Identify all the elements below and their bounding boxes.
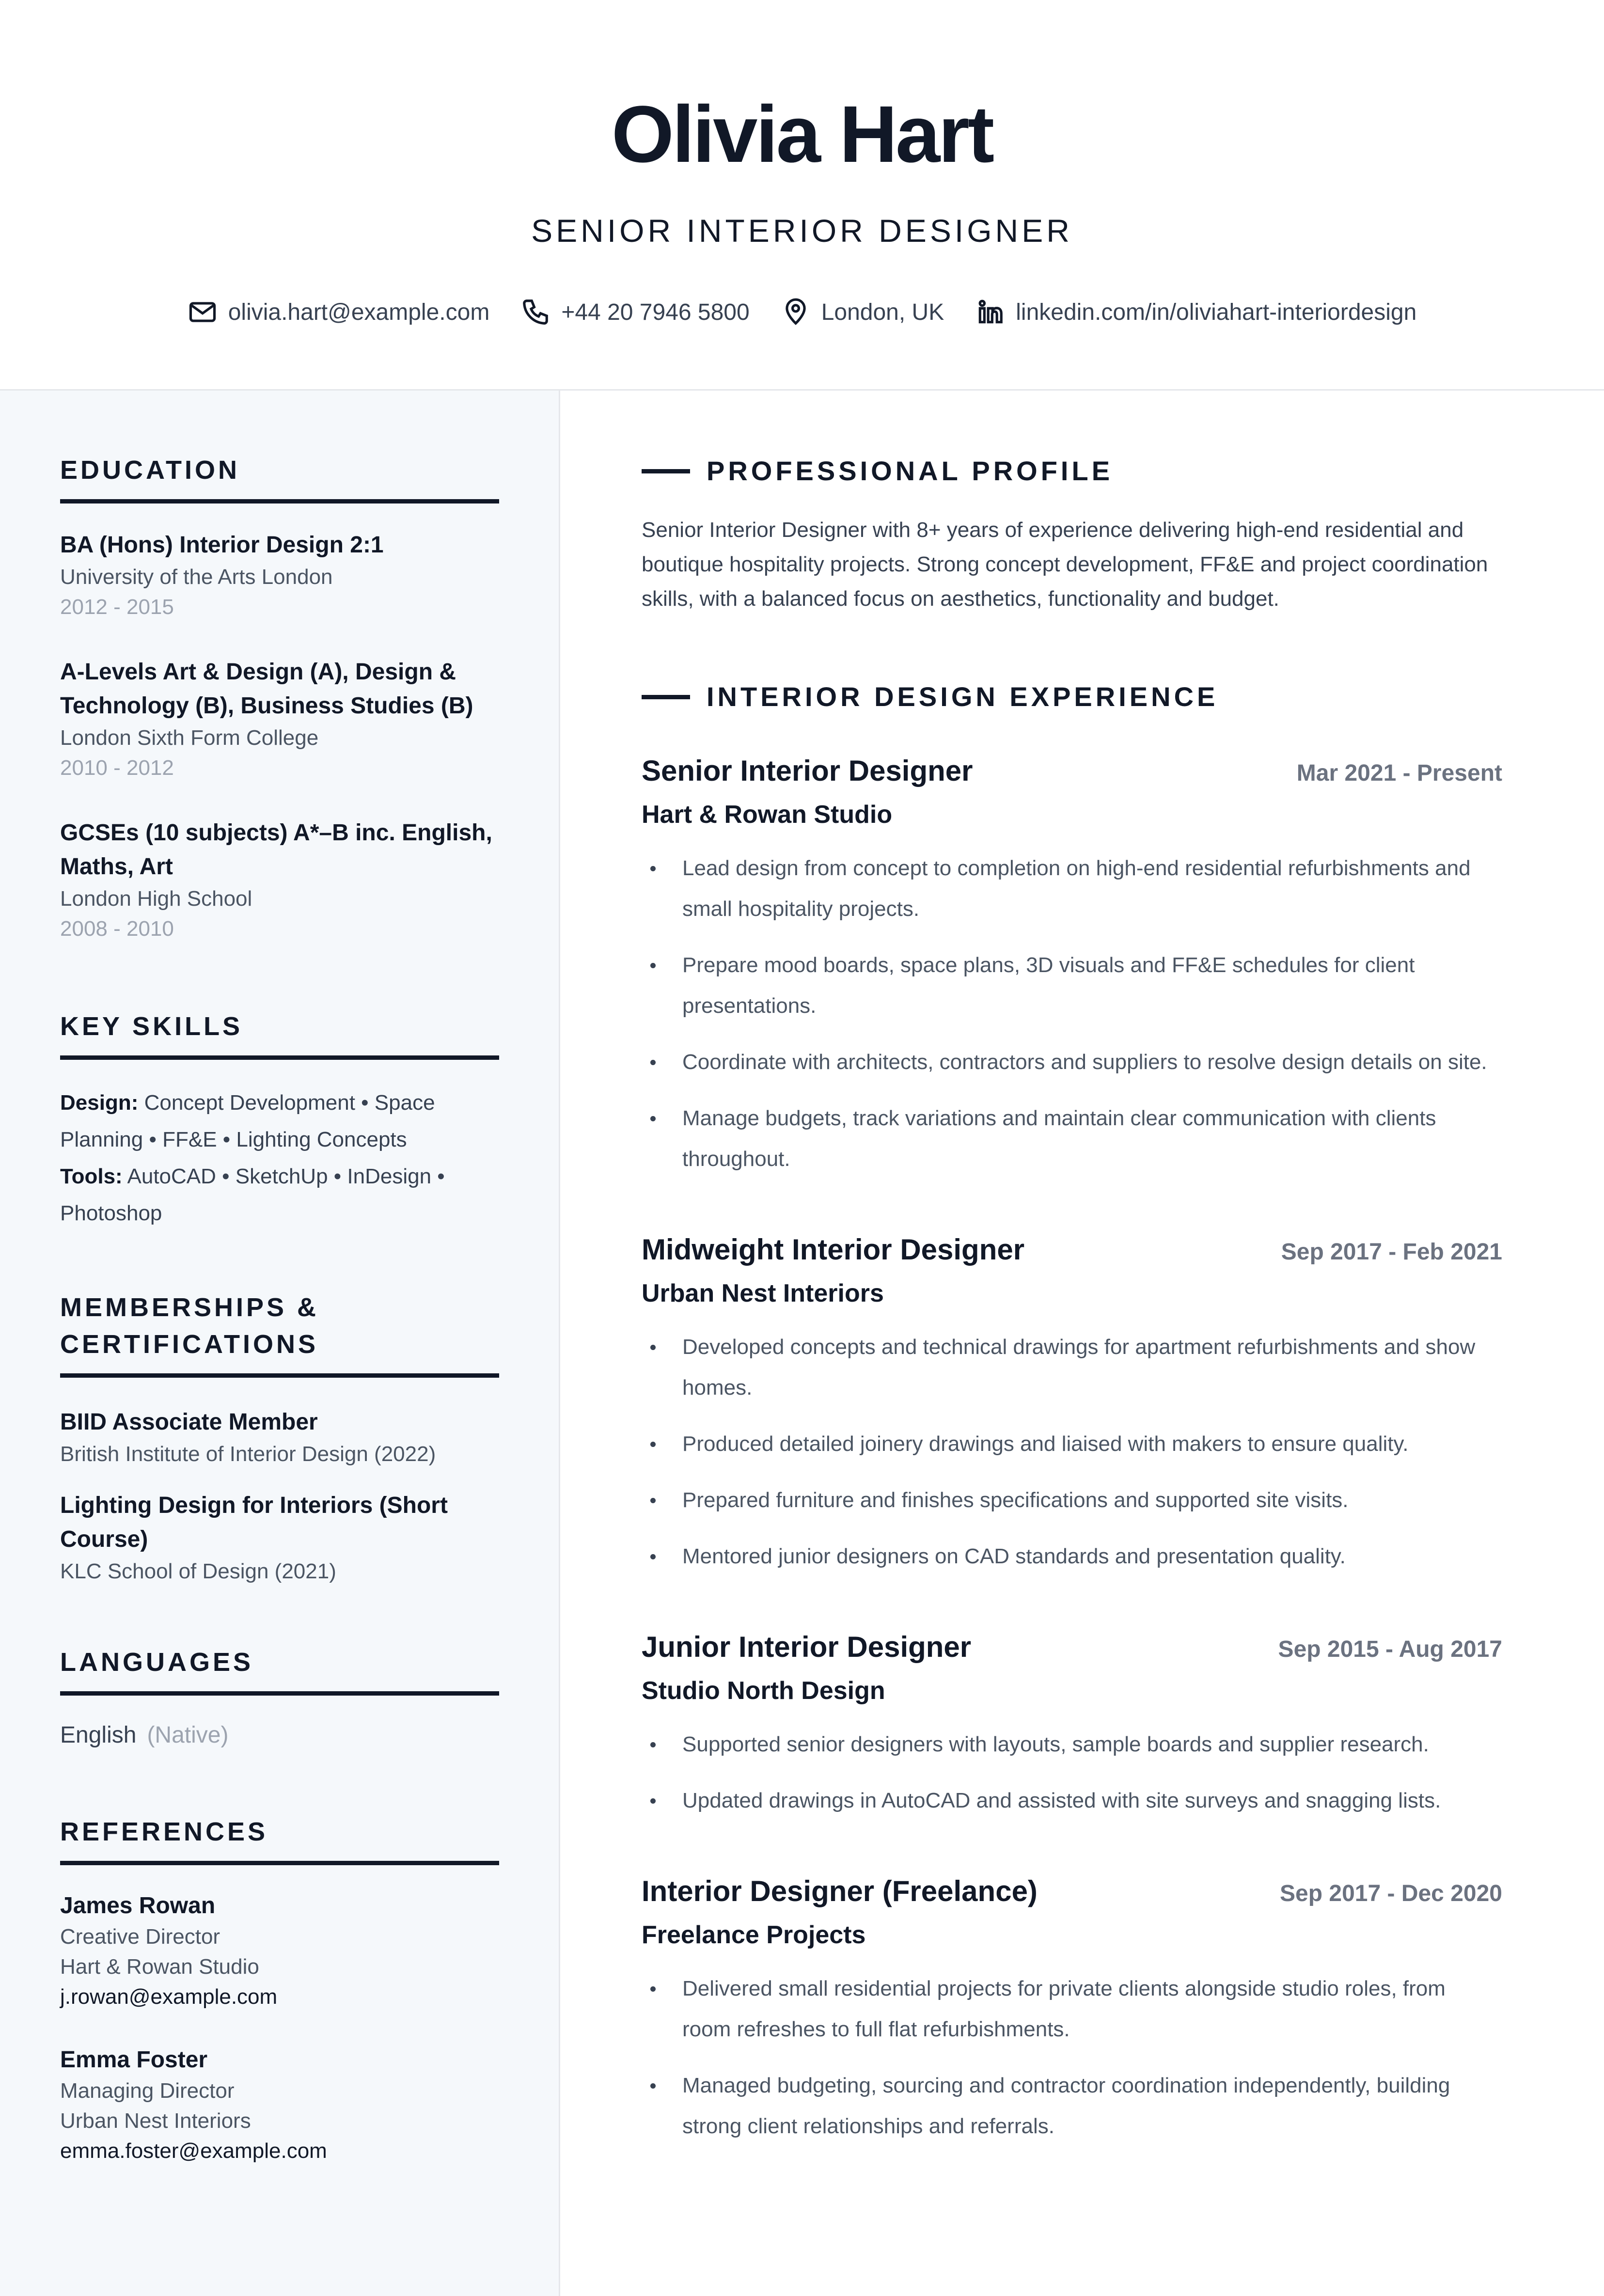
list-item: Mentored junior designers on CAD standards and presentation quality.: [642, 1536, 1502, 1577]
education-title: GCSEs (10 subjects) A*–B inc. English,: [60, 820, 492, 846]
language-item: [60, 1718, 499, 1752]
memberships-section: [60, 1289, 499, 1378]
list-item: Managed budgeting, sourcing and contractor coordination independently, building strong client relationships and referrals.: [642, 2065, 1502, 2147]
job-company: Hart & Rowan Studio: [642, 801, 893, 829]
experience-heading: INTERIOR DESIGN EXPERIENCE: [642, 678, 1218, 715]
reference-item: [60, 2044, 499, 2166]
skills-list: [60, 1085, 499, 1232]
education-dates: 2010 - 2012: [60, 756, 174, 780]
contact-phone[interactable]: [520, 297, 749, 327]
list-item: Supported senior designers with layouts, sample boards and supplier research.: [642, 1724, 1502, 1765]
skill-line: Design: Concept Development • Space: [60, 1091, 435, 1115]
mail-icon: [188, 297, 218, 327]
job-bullets: [642, 1724, 1502, 1821]
list-item: Prepare mood boards, space plans, 3D visuals and FF&E schedules for client presentations.: [642, 945, 1502, 1026]
reference-item: [60, 1890, 499, 2012]
profile-heading: PROFESSIONAL PROFILE: [642, 453, 1113, 489]
email-text: olivia.hart@example.com: [228, 299, 490, 325]
education-title: Technology (B), Business Studies (B): [60, 693, 473, 719]
linkedin-icon: [975, 297, 1005, 327]
skill-category-label: Design:: [60, 1091, 139, 1115]
membership-detail: British Institute of Interior Design (2022): [60, 1442, 436, 1466]
sidebar: [0, 391, 560, 2296]
skill-line: Planning • FF&E • Lighting Concepts: [60, 1128, 407, 1151]
candidate-name: Olivia Hart: [611, 90, 993, 179]
education-institution: London High School: [60, 887, 252, 911]
job-company: Studio North Design: [642, 1677, 885, 1705]
list-item: Developed concepts and technical drawings for apartment refurbishments and show homes.: [642, 1327, 1502, 1408]
reference-name: James Rowan: [60, 1893, 216, 1919]
languages-section: [60, 1644, 499, 1696]
membership-item: [60, 1489, 499, 1587]
job-entry: [642, 1228, 1502, 1592]
membership-item: [60, 1405, 499, 1469]
memberships-heading: MEMBERSHIPS & CERTIFICATIONS: [60, 1289, 499, 1378]
heading-accent-bar: [642, 469, 690, 473]
education-dates: 2012 - 2015: [60, 595, 174, 619]
job-bullets: [642, 1327, 1502, 1577]
job-title: SENIOR INTERIOR DESIGNER: [531, 213, 1073, 249]
list-item: Manage budgets, track variations and maintain clear communication with clients throughout.: [642, 1098, 1502, 1179]
membership-title: Course): [60, 1526, 148, 1552]
education-title: BA (Hons) Interior Design 2:1: [60, 532, 384, 558]
job-company: Freelance Projects: [642, 1921, 866, 1949]
education-institution: London Sixth Form College: [60, 726, 319, 750]
contact-location: [781, 297, 944, 327]
list-item: Coordinate with architects, contractors and suppliers to resolve design details on site.: [642, 1042, 1502, 1083]
job-entry: [642, 1870, 1502, 2162]
reference-name: Emma Foster: [60, 2047, 208, 2073]
phone-icon: [520, 297, 550, 327]
skill-line: Photoshop: [60, 1201, 162, 1225]
language-name: English: [60, 1722, 137, 1748]
education-institution: University of the Arts London: [60, 565, 333, 589]
job-entry: [642, 749, 1502, 1195]
job-dates: Sep 2017 - Feb 2021: [1281, 1239, 1502, 1265]
list-item: Produced detailed joinery drawings and liaised with makers to ensure quality.: [642, 1424, 1502, 1464]
list-item: Lead design from concept to completion on high-end residential refurbishments and small hospitality projects.: [642, 848, 1502, 929]
location-text: London, UK: [821, 299, 944, 325]
list-item: Updated drawings in AutoCAD and assisted with site surveys and snagging lists.: [642, 1780, 1502, 1821]
education-item: [60, 528, 499, 622]
job-bullets: [642, 848, 1502, 1179]
job-company: Urban Nest Interiors: [642, 1279, 884, 1307]
education-heading: EDUCATION: [60, 452, 499, 503]
reference-company: Hart & Rowan Studio: [60, 1955, 259, 1979]
resume-header: [0, 0, 1604, 391]
heading-accent-bar: [642, 695, 690, 699]
membership-title: BIID Associate Member: [60, 1409, 318, 1435]
education-dates: 2008 - 2010: [60, 917, 174, 941]
membership-title: Lighting Design for Interiors (Short: [60, 1493, 448, 1518]
reference-email[interactable]: j.rowan@example.com: [60, 1985, 278, 2009]
job-dates: Mar 2021 - Present: [1296, 760, 1502, 786]
job-dates: Sep 2017 - Dec 2020: [1280, 1881, 1502, 1906]
contact-bar: [0, 293, 1604, 331]
job-bullets: [642, 1968, 1502, 2147]
job-role: Midweight Interior Designer: [642, 1233, 1025, 1266]
contact-email[interactable]: [188, 297, 490, 327]
skill-category-label: Tools:: [60, 1164, 123, 1188]
job-role: Junior Interior Designer: [642, 1631, 972, 1663]
list-item: Prepared furniture and finishes specifications and supported site visits.: [642, 1480, 1502, 1521]
job-role: Senior Interior Designer: [642, 755, 973, 787]
job-role: Interior Designer (Freelance): [642, 1875, 1038, 1907]
language-level: (Native): [147, 1722, 229, 1748]
location-pin-icon: [781, 297, 811, 327]
reference-company: Urban Nest Interiors: [60, 2109, 251, 2133]
reference-email[interactable]: emma.foster@example.com: [60, 2139, 327, 2163]
skill-line: Tools: AutoCAD • SketchUp • InDesign •: [60, 1164, 445, 1188]
education-item: [60, 655, 499, 783]
references-heading: REFERENCES: [60, 1813, 499, 1865]
education-item: [60, 816, 499, 944]
job-entry: [642, 1625, 1502, 1837]
profile-summary: Senior Interior Designer with 8+ years of experience delivering high-end residential and boutique hospitality projects. Strong concept development, FF&E and project coordination skills, with a balanced focus on aesthetics, functionality and budget.: [642, 518, 1488, 611]
job-dates: Sep 2015 - Aug 2017: [1278, 1636, 1502, 1662]
education-title: A-Levels Art & Design (A), Design &: [60, 659, 456, 685]
linkedin-text: linkedin.com/in/oliviahart-interiordesign: [1016, 299, 1417, 325]
education-section: [60, 452, 499, 503]
membership-detail: KLC School of Design (2021): [60, 1559, 336, 1583]
skills-heading: KEY SKILLS: [60, 1008, 499, 1060]
reference-role: Creative Director: [60, 1925, 220, 1949]
list-item: Delivered small residential projects for private clients alongside studio roles, from room refreshes to full flat refurbishments.: [642, 1968, 1502, 2050]
references-section: [60, 1813, 499, 1865]
education-title: Maths, Art: [60, 854, 173, 880]
languages-heading: LANGUAGES: [60, 1644, 499, 1696]
reference-role: Managing Director: [60, 2079, 235, 2103]
phone-text: +44 20 7946 5800: [561, 299, 750, 325]
contact-linkedin[interactable]: [975, 297, 1416, 327]
skills-section: [60, 1008, 499, 1060]
